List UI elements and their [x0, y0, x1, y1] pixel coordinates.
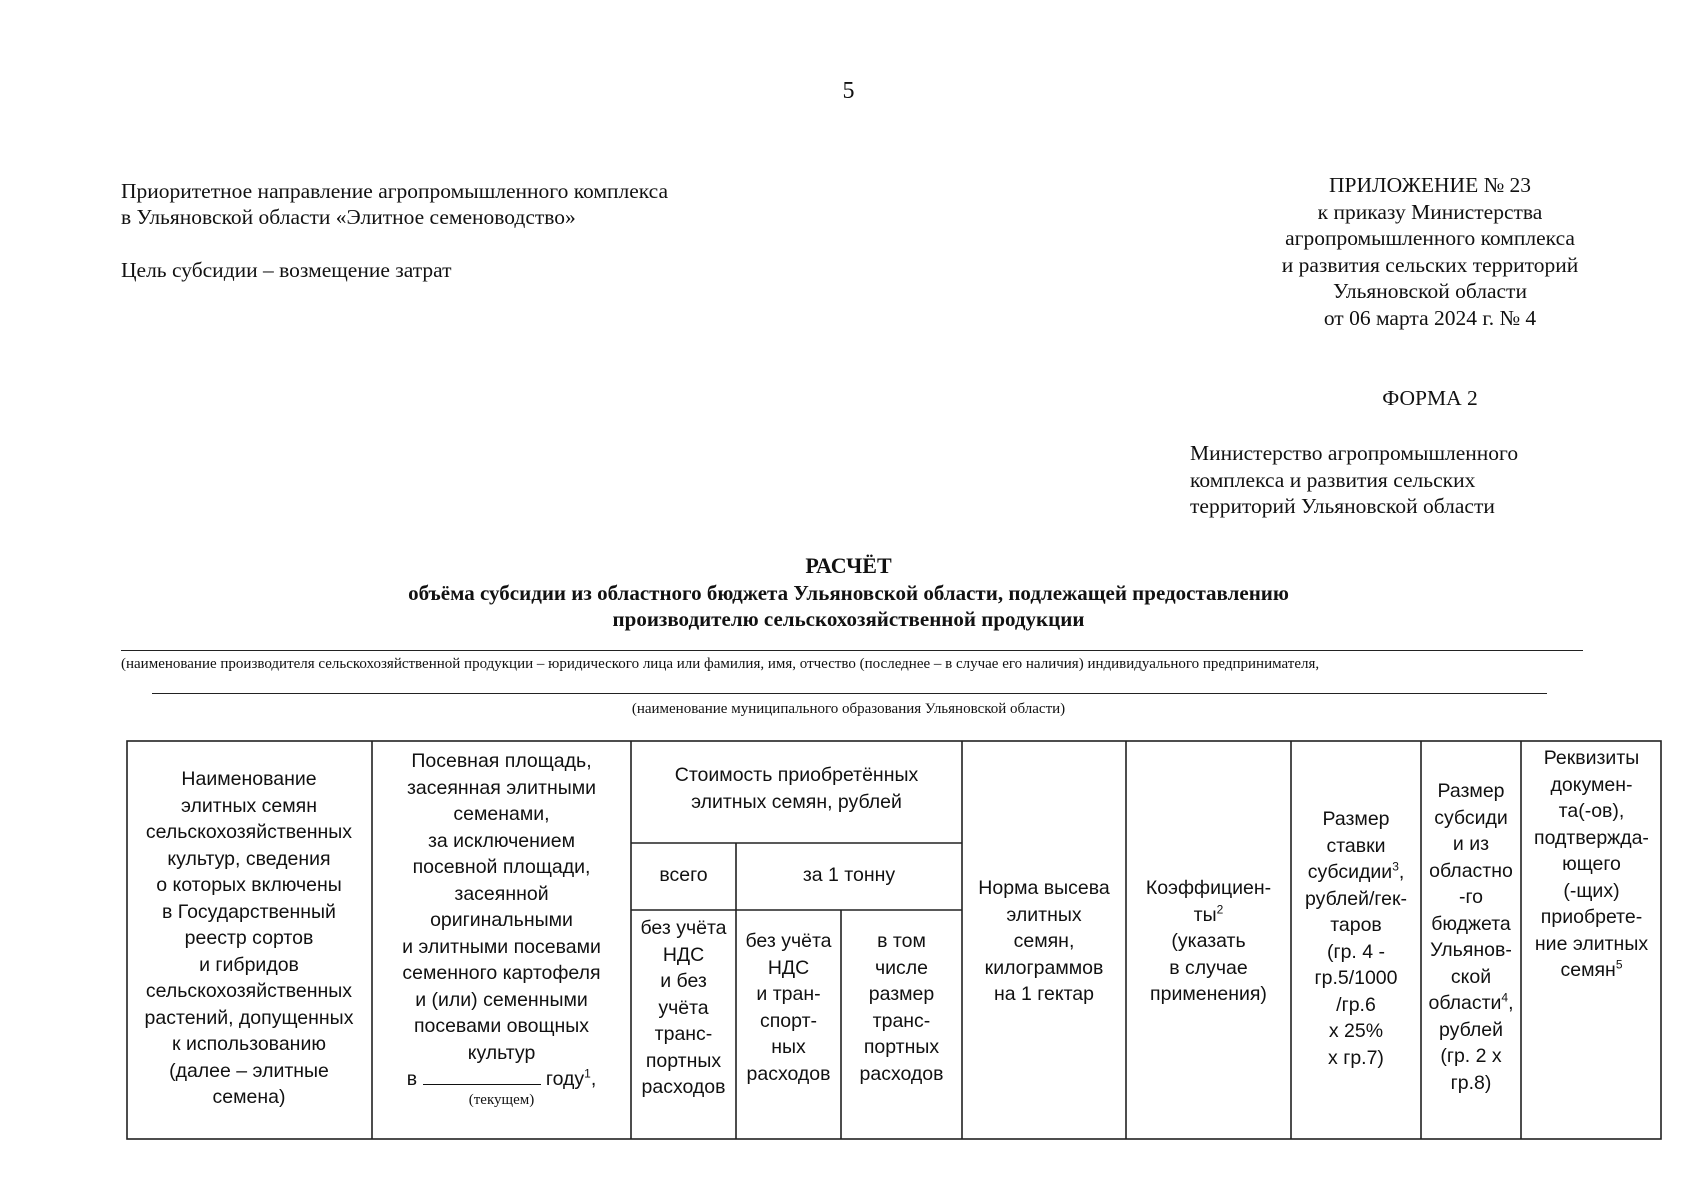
- ministry-line: комплекса и развития сельских: [1190, 467, 1476, 492]
- header-line: [1126, 902, 1291, 929]
- col-subsidy-amount-header: [1421, 778, 1521, 1096]
- calculation-table: [126, 740, 1662, 1140]
- year-suffix: году: [545, 1068, 585, 1090]
- footnote-mark: 2: [1216, 902, 1224, 916]
- header-line: килограммов: [984, 956, 1104, 979]
- header-line: субсидии$^3$,: [1307, 859, 1405, 883]
- header-line: Посевная площадь,: [411, 750, 592, 772]
- header-line: подтвержда-: [1534, 826, 1649, 849]
- header-line: рублей/гек-: [1305, 887, 1407, 910]
- header-line: реестр сортов: [184, 927, 314, 949]
- header-line: портных: [863, 1036, 940, 1058]
- header-line: областно: [1429, 859, 1513, 882]
- header-line: расходов: [746, 1062, 831, 1085]
- order-line: к приказу Министерства: [1317, 199, 1543, 224]
- header-line: [1521, 957, 1662, 984]
- municipality-caption: (наименование муниципального образования Ульяновской области): [631, 701, 1066, 717]
- ministry-address: [1190, 440, 1518, 520]
- col-document-details-header: [1521, 745, 1662, 984]
- header-line: рублей: [1438, 1018, 1503, 1041]
- header-line: (далее – элитные: [169, 1059, 329, 1082]
- header-line: засеянная элитными: [406, 776, 597, 799]
- header-line: растений, допущенных: [144, 1006, 354, 1029]
- order-line: Ульяновской области: [1333, 279, 1527, 303]
- year-prefix: в: [406, 1068, 418, 1090]
- header-line: посевами овощных: [413, 1015, 590, 1037]
- header-line: применения): [1150, 983, 1267, 1005]
- appendix-block: [1240, 172, 1620, 331]
- header-line: оригинальными: [430, 909, 573, 931]
- header-line: Коэффициен-: [1145, 877, 1272, 899]
- header-line: та(-ов),: [1558, 800, 1625, 822]
- col-per-ton-no-vat-header: [736, 928, 841, 1087]
- current-year-label: (текущем): [468, 1091, 535, 1108]
- header-line: (указать: [1171, 930, 1246, 952]
- header-line: размер: [868, 983, 935, 1005]
- subtitle-line: объёма субсидии из областного бюджета Ульяновской области, подлежащей предоставлению: [408, 581, 1289, 605]
- header-line: транс-: [872, 1009, 931, 1032]
- cost-group-header: [631, 762, 962, 815]
- header-line: докумен-: [1550, 773, 1633, 796]
- subsidy-goal: Цель субсидии – возмещение затрат: [121, 258, 452, 282]
- col-transport-costs-header: [841, 928, 962, 1087]
- col-seeding-rate-header: [962, 875, 1126, 1008]
- col-total-no-vat-header: [631, 915, 736, 1101]
- header-line: на 1 гектар: [994, 983, 1094, 1005]
- col-sown-area-header: [372, 748, 631, 1109]
- header-line: (-щих): [1563, 879, 1620, 902]
- header-line: числе: [874, 956, 929, 979]
- header-line: в Государственный: [162, 900, 336, 923]
- header-line: ставки: [1326, 834, 1386, 857]
- header-line: элитных семян, рублей: [691, 790, 902, 813]
- header-line: НДС: [662, 943, 705, 966]
- header-line: в том: [877, 930, 926, 952]
- producer-caption: (наименование производителя сельскохозяйственной продукции – юридического лица или фамилия, имя, отчество (последнее – в случае его наличия) индивидуального предпринимателя,: [121, 656, 1320, 672]
- header-line: расходов: [641, 1076, 726, 1098]
- municipality-fill-line: [152, 693, 1547, 694]
- cost-total-header: всего: [659, 864, 708, 886]
- header-line: культур, сведения: [167, 847, 331, 870]
- header-line: ных: [771, 1036, 806, 1058]
- order-line: агропромышленного комплекса: [1285, 226, 1575, 250]
- appendix-number: ПРИЛОЖЕНИЕ № 23: [1329, 173, 1531, 197]
- priority-line-2: в Ульяновской области «Элитное семеноводство»: [121, 205, 576, 229]
- header-line: элитных семян: [180, 794, 317, 817]
- header-line: семян,: [1013, 930, 1075, 952]
- document-title: РАСЧЁТ: [805, 553, 892, 578]
- header-word: семян: [1560, 959, 1616, 981]
- priority-line-1: Приоритетное направление агропромышленного комплекса: [121, 179, 669, 203]
- header-line: Наименование: [181, 768, 317, 790]
- header-line: семена): [212, 1086, 286, 1108]
- header-line: области$^4$,: [1428, 990, 1514, 1014]
- header-line: портных: [645, 1049, 722, 1072]
- header-line: учёта: [658, 996, 709, 1019]
- header-line: в случае: [1169, 956, 1248, 979]
- year-blank: [423, 1066, 541, 1085]
- document-subtitle: [0, 580, 1697, 632]
- footnote-mark: 3: [1392, 859, 1399, 874]
- header-line: сельскохозяйственных: [145, 980, 353, 1002]
- header-word: субсидии: [1307, 861, 1393, 883]
- header-line: приобрете-: [1540, 906, 1643, 928]
- header-line: Ульянов-: [1430, 939, 1512, 961]
- header-line: х 25%: [1328, 1020, 1384, 1042]
- header-line: Стоимость приобретённых: [674, 764, 919, 786]
- header-line: и гибридов: [199, 953, 299, 976]
- header-word: ты: [1193, 903, 1217, 926]
- cost-per-ton-header: за 1 тонну: [802, 864, 896, 886]
- header-line: ской: [1450, 965, 1492, 988]
- header-line: посевной площади,: [412, 856, 591, 878]
- header-line: за исключением: [427, 829, 576, 852]
- header-line: элитных: [1006, 903, 1082, 926]
- header-line: бюджета: [1431, 912, 1511, 935]
- header-line: ние элитных: [1534, 932, 1649, 955]
- footnote-mark: 1: [584, 1066, 591, 1081]
- ministry-line: Министерство агропромышленного: [1190, 441, 1519, 465]
- header-line: Реквизиты: [1543, 747, 1640, 769]
- col-coefficients-header: [1126, 875, 1291, 1008]
- header-line: и элитными посевами: [402, 935, 601, 958]
- header-line: и (или) семенными: [415, 988, 588, 1011]
- footnote-mark: 5: [1615, 957, 1623, 972]
- header-line: засеянной: [454, 882, 549, 905]
- header-line: НДС: [767, 956, 810, 979]
- header-line: гр.5/1000: [1314, 967, 1398, 989]
- header-line: и без: [660, 970, 707, 992]
- header-line: спорт-: [760, 1009, 817, 1032]
- header-line: расходов: [859, 1062, 944, 1085]
- col-crop-name-header: [126, 766, 372, 1111]
- producer-fill-line: [121, 650, 1583, 651]
- header-line: сельскохозяйственных: [145, 821, 353, 843]
- header-line: и из: [1452, 833, 1490, 855]
- header-line: Размер: [1437, 780, 1505, 802]
- header-line: -го: [1458, 886, 1484, 908]
- header-line: Норма высева: [978, 877, 1110, 899]
- page-number: 5: [842, 78, 855, 104]
- subtitle-line: производителю сельскохозяйственной продукции: [612, 607, 1085, 631]
- header-line: Размер: [1322, 808, 1390, 830]
- ministry-line: территорий Ульяновской области: [1190, 494, 1495, 518]
- header-line: субсиди: [1434, 806, 1508, 829]
- header-line: о которых включены: [156, 874, 342, 896]
- priority-direction: [121, 178, 668, 230]
- header-line: без учёта: [745, 930, 832, 952]
- header-line: ющего: [1562, 853, 1621, 875]
- header-line: гр.8): [1450, 1071, 1492, 1094]
- form-label: ФОРМА 2: [1382, 386, 1478, 410]
- header-line: х гр.7): [1328, 1046, 1384, 1069]
- header-line: таров: [1330, 914, 1382, 936]
- header-line: к использованию: [172, 1033, 326, 1055]
- footnote-mark: 4: [1501, 990, 1509, 1005]
- header-word: области: [1428, 992, 1502, 1014]
- order-line: от 06 марта 2024 г. № 4: [1323, 305, 1537, 330]
- header-line: /гр.6: [1336, 993, 1376, 1016]
- order-line: и развития сельских территорий: [1281, 252, 1579, 277]
- col-rate-header: [1291, 806, 1421, 1071]
- header-line: транс-: [654, 1023, 713, 1045]
- header-line: (гр. 4 -: [1326, 940, 1386, 963]
- year-fill-line: в году$^1$,: [406, 1066, 597, 1090]
- header-line: семенами,: [453, 803, 550, 825]
- header-line: без учёта: [640, 917, 727, 939]
- header-line: (гр. 2 х: [1440, 1045, 1502, 1067]
- header-line: культур: [467, 1041, 536, 1064]
- header-line: семенного картофеля: [402, 962, 601, 984]
- header-line: и тран-: [756, 983, 821, 1005]
